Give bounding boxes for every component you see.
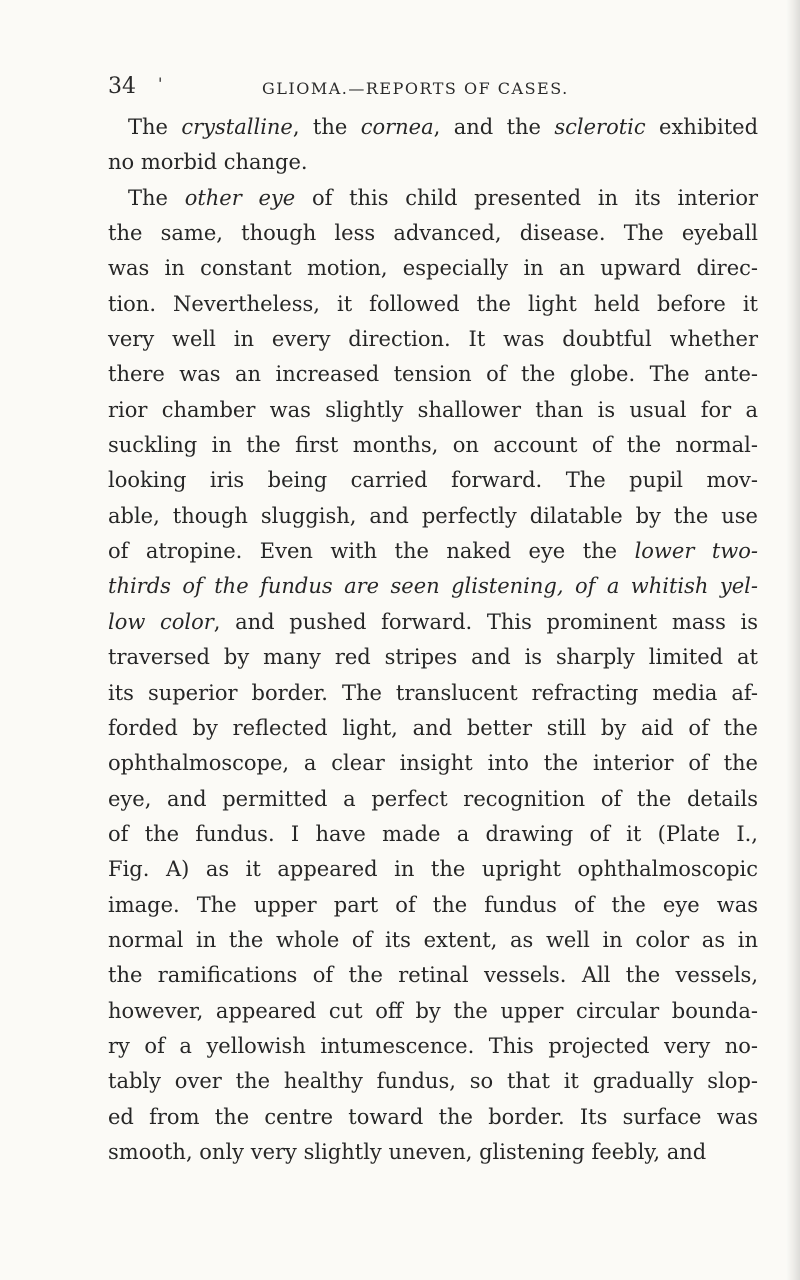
- text-line: [108, 181, 758, 216]
- text-line: [108, 958, 758, 993]
- text-run: of this child presented in its interior: [295, 185, 758, 210]
- italic-text: sclerotic: [554, 115, 646, 139]
- text-run: , the: [292, 115, 361, 139]
- text-run: , and the: [433, 115, 555, 139]
- text-run: of the fundus. I have made a drawing of it (Plate I.,: [108, 821, 758, 846]
- page-edge-shadow: [786, 0, 800, 1280]
- text-line: [108, 322, 758, 357]
- text-run: was in constant motion, especially in an upward direc-: [108, 256, 758, 281]
- text-line: [108, 534, 758, 569]
- text-line: [108, 428, 758, 463]
- text-line: [108, 923, 758, 958]
- text-run: its superior border. The translucent refracting media af-: [108, 680, 758, 705]
- text-line: [108, 145, 758, 180]
- text-line: [108, 499, 758, 534]
- italic-text: cornea: [360, 115, 434, 139]
- text-run: suckling in the first months, on account of the normal-: [108, 433, 758, 458]
- text-line: [108, 888, 758, 923]
- text-run: smooth, only very slightly uneven, glistening feebly, and: [108, 1139, 707, 1164]
- text-line: [108, 463, 758, 498]
- text-line: [108, 357, 758, 392]
- text-line: [108, 640, 758, 675]
- text-run: , and pushed forward. This prominent mass is: [213, 609, 758, 634]
- text-run: tably over the healthy fundus, so that it gradually slop-: [108, 1069, 758, 1094]
- text-run: ed from the centre toward the border. Its surface was: [108, 1104, 758, 1129]
- text-line: [108, 393, 758, 428]
- text-run: of atropine. Even with the naked eye the: [108, 539, 635, 564]
- text-line: [108, 676, 758, 711]
- text-line: [108, 711, 758, 746]
- text-run: there was an increased tension of the globe. The ante-: [108, 362, 758, 387]
- italic-text: thirds of the fundus are seen glistening, of a whitish yel-: [108, 574, 758, 599]
- text-run: however, appeared cut off by the upper circular bounda-: [108, 998, 758, 1023]
- text-line: [108, 994, 758, 1029]
- text-line: [108, 782, 758, 817]
- text-run: no morbid change.: [108, 150, 308, 175]
- text-run: ry of a yellowish intumescence. This projected very no-: [108, 1033, 758, 1058]
- text-line: [108, 216, 758, 251]
- text-line: [108, 746, 758, 781]
- text-line: [108, 1135, 758, 1170]
- header-mark: ': [158, 74, 163, 93]
- text-line: [108, 1100, 758, 1135]
- text-run: tion. Nevertheless, it followed the light held before it: [108, 291, 758, 316]
- paragraph: [108, 181, 758, 1171]
- text-line: [108, 605, 758, 640]
- text-run: able, though sluggish, and perfectly dilatable by the use: [108, 503, 758, 528]
- text-run: traversed by many red stripes and is sharply limited at: [108, 645, 758, 670]
- text-line: [108, 251, 758, 286]
- text-run: exhibited: [645, 115, 759, 139]
- text-run: the ramifications of the retinal vessels. All the vessels,: [108, 963, 758, 988]
- body-text: [108, 110, 758, 1170]
- text-run: image. The upper part of the fundus of the eye was: [108, 892, 758, 917]
- text-line: [108, 1064, 758, 1099]
- text-run: eye, and permitted a perfect recognition of the details: [108, 786, 758, 811]
- text-run: the same, though less advanced, disease. The eyeball: [108, 221, 758, 246]
- running-head: GLIOMA.—REPORTS OF CASES.: [262, 79, 569, 98]
- text-run: looking iris being carried forward. The pupil mov-: [108, 468, 758, 493]
- text-run: ophthalmoscope, a clear insight into the interior of the: [108, 751, 758, 776]
- text-line: [108, 569, 758, 604]
- text-line: [108, 110, 758, 145]
- text-line: [108, 1029, 758, 1064]
- italic-text: lower two-: [634, 539, 758, 564]
- paragraph: [108, 110, 758, 181]
- text-line: [108, 817, 758, 852]
- text-run: forded by reflected light, and better still by aid of the: [108, 715, 758, 740]
- italic-text: other eye: [184, 185, 296, 210]
- page-header: [108, 72, 748, 106]
- text-run: The: [128, 115, 182, 139]
- page-number: 34: [108, 74, 136, 99]
- italic-text: crystalline: [181, 115, 293, 139]
- text-line: [108, 287, 758, 322]
- text-run: The: [128, 185, 185, 210]
- text-run: rior chamber was slightly shallower than is usual for a: [108, 397, 758, 422]
- text-line: [108, 852, 758, 887]
- text-run: Fig. A) as it appeared in the upright ophthalmoscopic: [108, 857, 758, 882]
- text-run: normal in the whole of its extent, as well in color as in: [108, 927, 758, 952]
- italic-text: low color: [108, 609, 214, 634]
- text-run: very well in every direction. It was doubtful whether: [108, 327, 758, 352]
